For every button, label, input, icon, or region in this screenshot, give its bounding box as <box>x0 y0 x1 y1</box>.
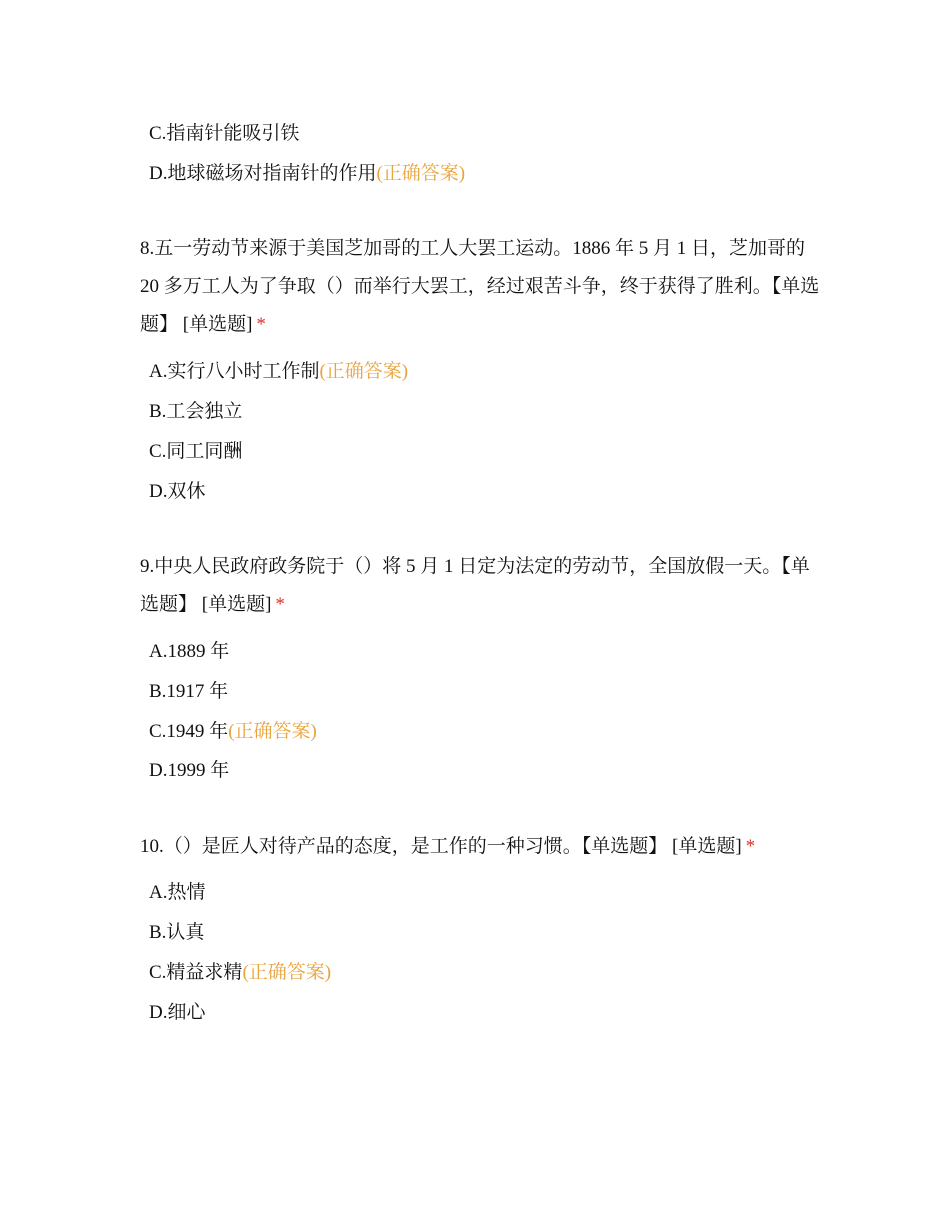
correct-answer-mark: (正确答案) <box>228 721 317 742</box>
correct-answer-mark: (正确答案) <box>319 361 409 382</box>
option-text: B.认真 <box>149 922 205 943</box>
question-text: 9.中央人民政府政务院于（）将 5 月 1 日定为法定的劳动节，全国放假一天。【单选题】 [单选题] <box>140 556 810 615</box>
option-text: C.指南针能吸引铁 <box>149 123 300 144</box>
q9-option-a <box>149 640 229 664</box>
q8-option-b <box>149 400 242 424</box>
option-text: A.实行八小时工作制 <box>149 361 320 382</box>
correct-answer-mark: (正确答案) <box>242 962 332 983</box>
option-text: D.地球磁场对指南针的作用 <box>149 163 377 184</box>
question-8 <box>140 230 820 344</box>
option-text: D.1999 年 <box>149 760 230 781</box>
question-9 <box>140 548 820 624</box>
option-text: C.同工同酬 <box>149 441 243 462</box>
option-text: B.1917 年 <box>149 681 229 702</box>
q8-option-d <box>149 480 205 504</box>
question-text: 10.（）是匠人对待产品的态度，是工作的一种习惯。【单选题】 [单选题] <box>140 836 742 857</box>
option-text: C.精益求精 <box>149 962 243 983</box>
required-asterisk: * <box>745 836 756 857</box>
q7-option-c <box>149 122 299 146</box>
question-10 <box>140 828 820 866</box>
question-text: 8.五一劳动节来源于美国芝加哥的工人大罢工运动。1886 年 5 月 1 日，芝加哥的 20 多万工人为了争取（）而举行大罢工，经过艰苦斗争，终于获得了胜利。【单选题】 [单选题] <box>140 238 820 335</box>
required-asterisk: * <box>275 594 285 615</box>
q9-option-d <box>149 759 229 783</box>
option-text: D.细心 <box>149 1002 206 1023</box>
q9-option-c <box>149 720 317 744</box>
option-text: A.1889 年 <box>149 641 230 662</box>
q10-option-b <box>149 921 204 945</box>
required-asterisk: * <box>256 314 266 335</box>
q7-option-d <box>149 162 465 186</box>
option-text: D.双休 <box>149 481 206 502</box>
option-text: B.工会独立 <box>149 401 243 422</box>
q9-option-b <box>149 680 228 704</box>
q10-option-c <box>149 961 331 985</box>
correct-answer-mark: (正确答案) <box>376 163 466 184</box>
q8-option-a <box>149 360 408 384</box>
q8-option-c <box>149 440 242 464</box>
q10-option-d <box>149 1001 205 1025</box>
option-text: C.1949 年 <box>149 721 229 742</box>
q10-option-a <box>149 881 205 905</box>
option-text: A.热情 <box>149 882 206 903</box>
